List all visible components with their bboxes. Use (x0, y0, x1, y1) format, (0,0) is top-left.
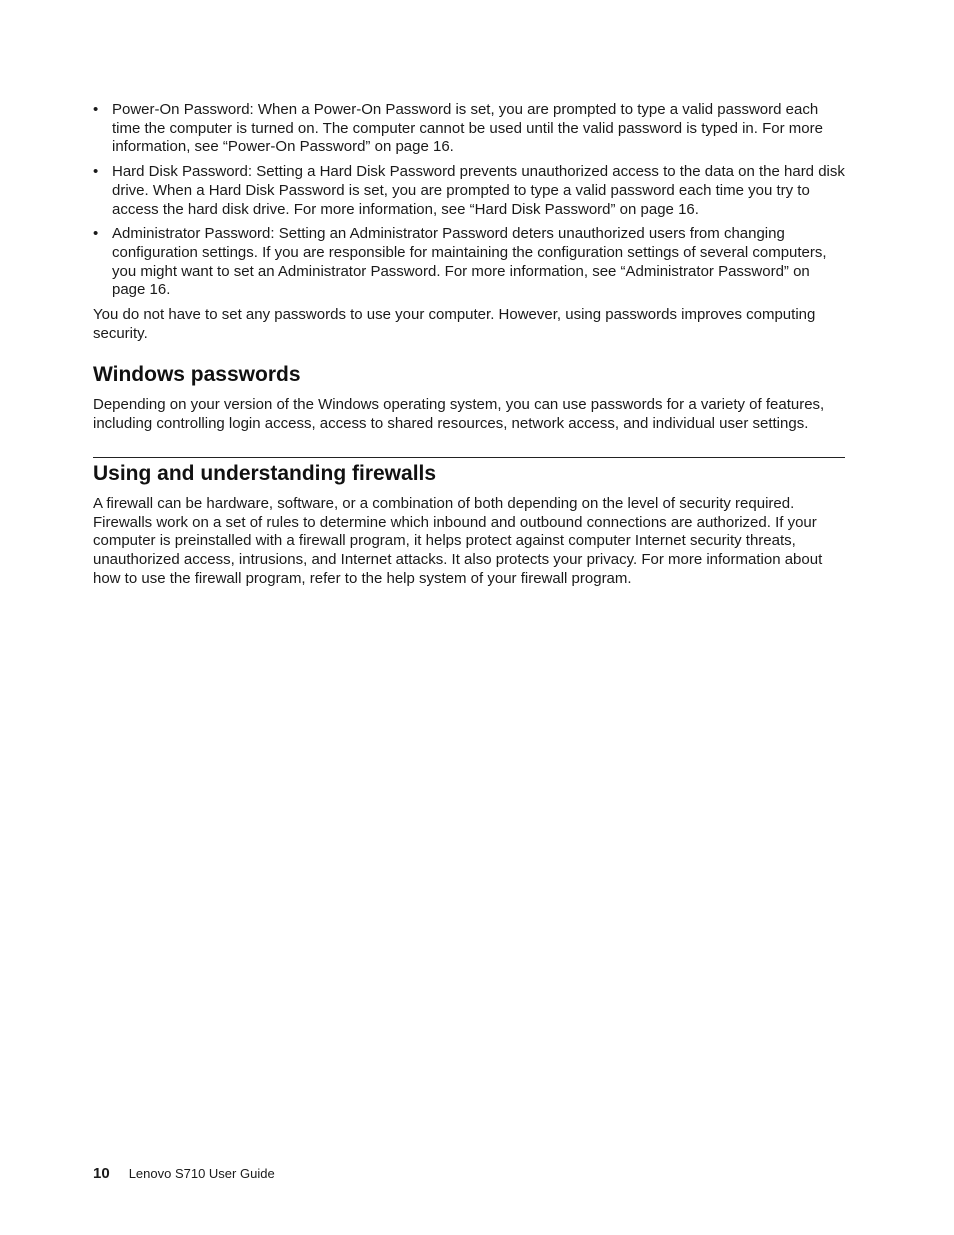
bullet-icon: • (93, 163, 99, 181)
bullet-icon: • (93, 101, 99, 118)
bullet-text-administrator: Administrator Password: Setting an Administrator Password deters unauthorized users from changing configuration settings. If you are responsible for maintaining the configuration settings of several computers, you might want to set an Administrator Password. For more information, see “Administrator Password” on page 16. (112, 225, 827, 299)
document-title: Lenovo S710 User Guide (128, 1166, 275, 1181)
section-divider (93, 457, 845, 458)
bullet-text-hard-disk: Hard Disk Password: Setting a Hard Disk Password prevents unauthorized access to the data on the hard disk drive. When a Hard Disk Password is set, you are prompted to type a valid password each time you try to access the hard disk drive. For more information, see “Hard Disk Password” on page 16. (112, 163, 845, 218)
list-item (93, 163, 845, 219)
list-item (93, 225, 845, 300)
page-number: 10 (93, 1165, 110, 1182)
bullet-text-power-on: Power-On Password: When a Power-On Password is set, you are prompted to type a valid password each time the computer is turned on. The computer cannot be used until the valid password is typed in. For more information, see “Power-On Password” on page 16. (112, 101, 823, 156)
password-bullet-list (93, 101, 845, 300)
list-item (93, 101, 845, 157)
passwords-summary-paragraph: You do not have to set any passwords to use your computer. However, using passwords improves computing security. (93, 306, 816, 342)
firewalls-paragraph: A firewall can be hardware, software, or a combination of both depending on the level of security required. Firewalls work on a set of rules to determine which inbound and outbound connections are authorized. If your computer is preinstalled with a firewall program, it helps protect against computer Internet security threats, unauthorized access, intrusions, and Internet attacks. It also protects your privacy. For more information about how to use the firewall program, refer to the help system of your firewall program. (93, 494, 823, 587)
windows-passwords-paragraph: Depending on your version of the Windows operating system, you can use passwords for a variety of features, including controlling login access, access to shared resources, network access, and individual user settings. (93, 396, 825, 433)
page-content (93, 101, 845, 588)
windows-passwords-heading: Windows passwords (93, 363, 301, 387)
bullet-icon: • (93, 225, 99, 243)
page-footer (93, 1165, 275, 1182)
firewalls-heading: Using and understanding firewalls (93, 461, 437, 485)
